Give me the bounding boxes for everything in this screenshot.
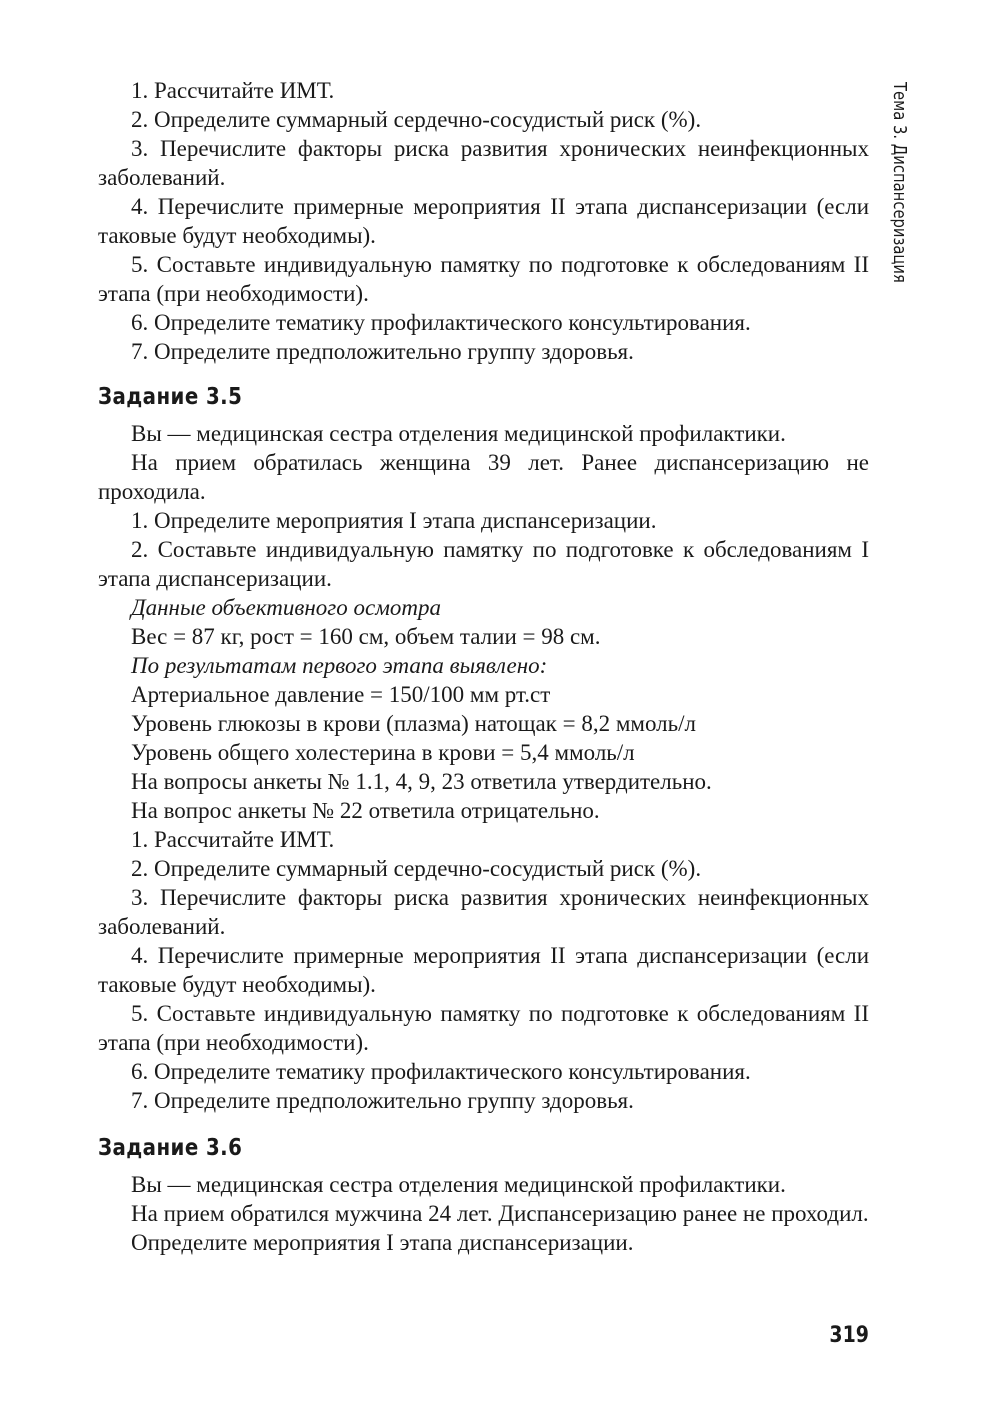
result-item: На вопросы анкеты № 1.1, 4, 9, 23 ответила утвердительно. (131, 769, 712, 794)
result-item: На вопрос анкеты № 22 ответила отрицательно. (131, 798, 600, 823)
result-item: Уровень глюкозы в крови (плазма) натощак = 8,2 ммоль/л (131, 711, 696, 736)
running-head: Тема 3. Диспансеризация (889, 82, 910, 283)
task-heading: Задание 3.6 (98, 1135, 243, 1161)
question-item: 3. Перечислите факторы риска развития хронических неинфекционных заболеваний. (98, 885, 869, 939)
question-item: 1. Определите мероприятия I этапа диспансеризации. (131, 508, 657, 533)
question-item: 6. Определите тематику профилактического консультирования. (131, 310, 751, 335)
task-3-6-body (98, 1170, 869, 1257)
results-label: По результатам первого этапа выявлено: (131, 653, 548, 678)
question-item: 2. Определите суммарный сердечно-сосудистый риск (%). (131, 856, 702, 881)
result-item: Уровень общего холестерина в крови = 5,4 ммоль/л (131, 740, 635, 765)
question-item: 5. Составьте индивидуальную памятку по подготовке к обследованиям II этапа (при необходимости). (98, 252, 869, 306)
question-item: 1. Рассчитайте ИМТ. (131, 827, 335, 852)
exam-data: Вес = 87 кг, рост = 160 см, объем талии = 98 см. (131, 624, 601, 649)
page-number: 319 (829, 1323, 869, 1348)
question-item: 2. Определите суммарный сердечно-сосудистый риск (%). (131, 107, 702, 132)
task-3-5-body (98, 419, 869, 1115)
question-item: 6. Определите тематику профилактического консультирования. (131, 1059, 751, 1084)
question-item: 2. Составьте индивидуальную памятку по подготовке к обследованиям I этапа диспансеризации. (98, 537, 869, 591)
question-item: 7. Определите предположительно группу здоровья. (131, 339, 634, 364)
question-item: 4. Перечислите примерные мероприятия II этапа диспансеризации (если таковые будут необходимы). (98, 943, 869, 997)
question-item: 1. Рассчитайте ИМТ. (131, 78, 335, 103)
exam-label: Данные объективного осмотра (131, 595, 442, 620)
task-intro: На прием обратился мужчина 24 лет. Диспансеризацию ранее не проходил. (131, 1201, 869, 1226)
task-intro: Вы — медицинская сестра отделения медицинской профилактики. (131, 1172, 786, 1197)
intro-question-list (98, 76, 869, 366)
question-item: Определите мероприятия I этапа диспансеризации. (131, 1230, 634, 1255)
question-item: 4. Перечислите примерные мероприятия II этапа диспансеризации (если таковые будут необходимы). (98, 194, 869, 248)
task-intro: Вы — медицинская сестра отделения медицинской профилактики. (131, 421, 786, 446)
question-item: 7. Определите предположительно группу здоровья. (131, 1088, 634, 1113)
page-content (98, 76, 869, 1257)
task-heading: Задание 3.5 (98, 384, 243, 410)
task-intro: На прием обратилась женщина 39 лет. Ранее диспансеризацию не проходила. (98, 450, 869, 504)
question-item: 5. Составьте индивидуальную памятку по подготовке к обследованиям II этапа (при необходимости). (98, 1001, 869, 1055)
result-item: Артериальное давление = 150/100 мм рт.ст (131, 682, 551, 707)
question-item: 3. Перечислите факторы риска развития хронических неинфекционных заболеваний. (98, 136, 869, 190)
